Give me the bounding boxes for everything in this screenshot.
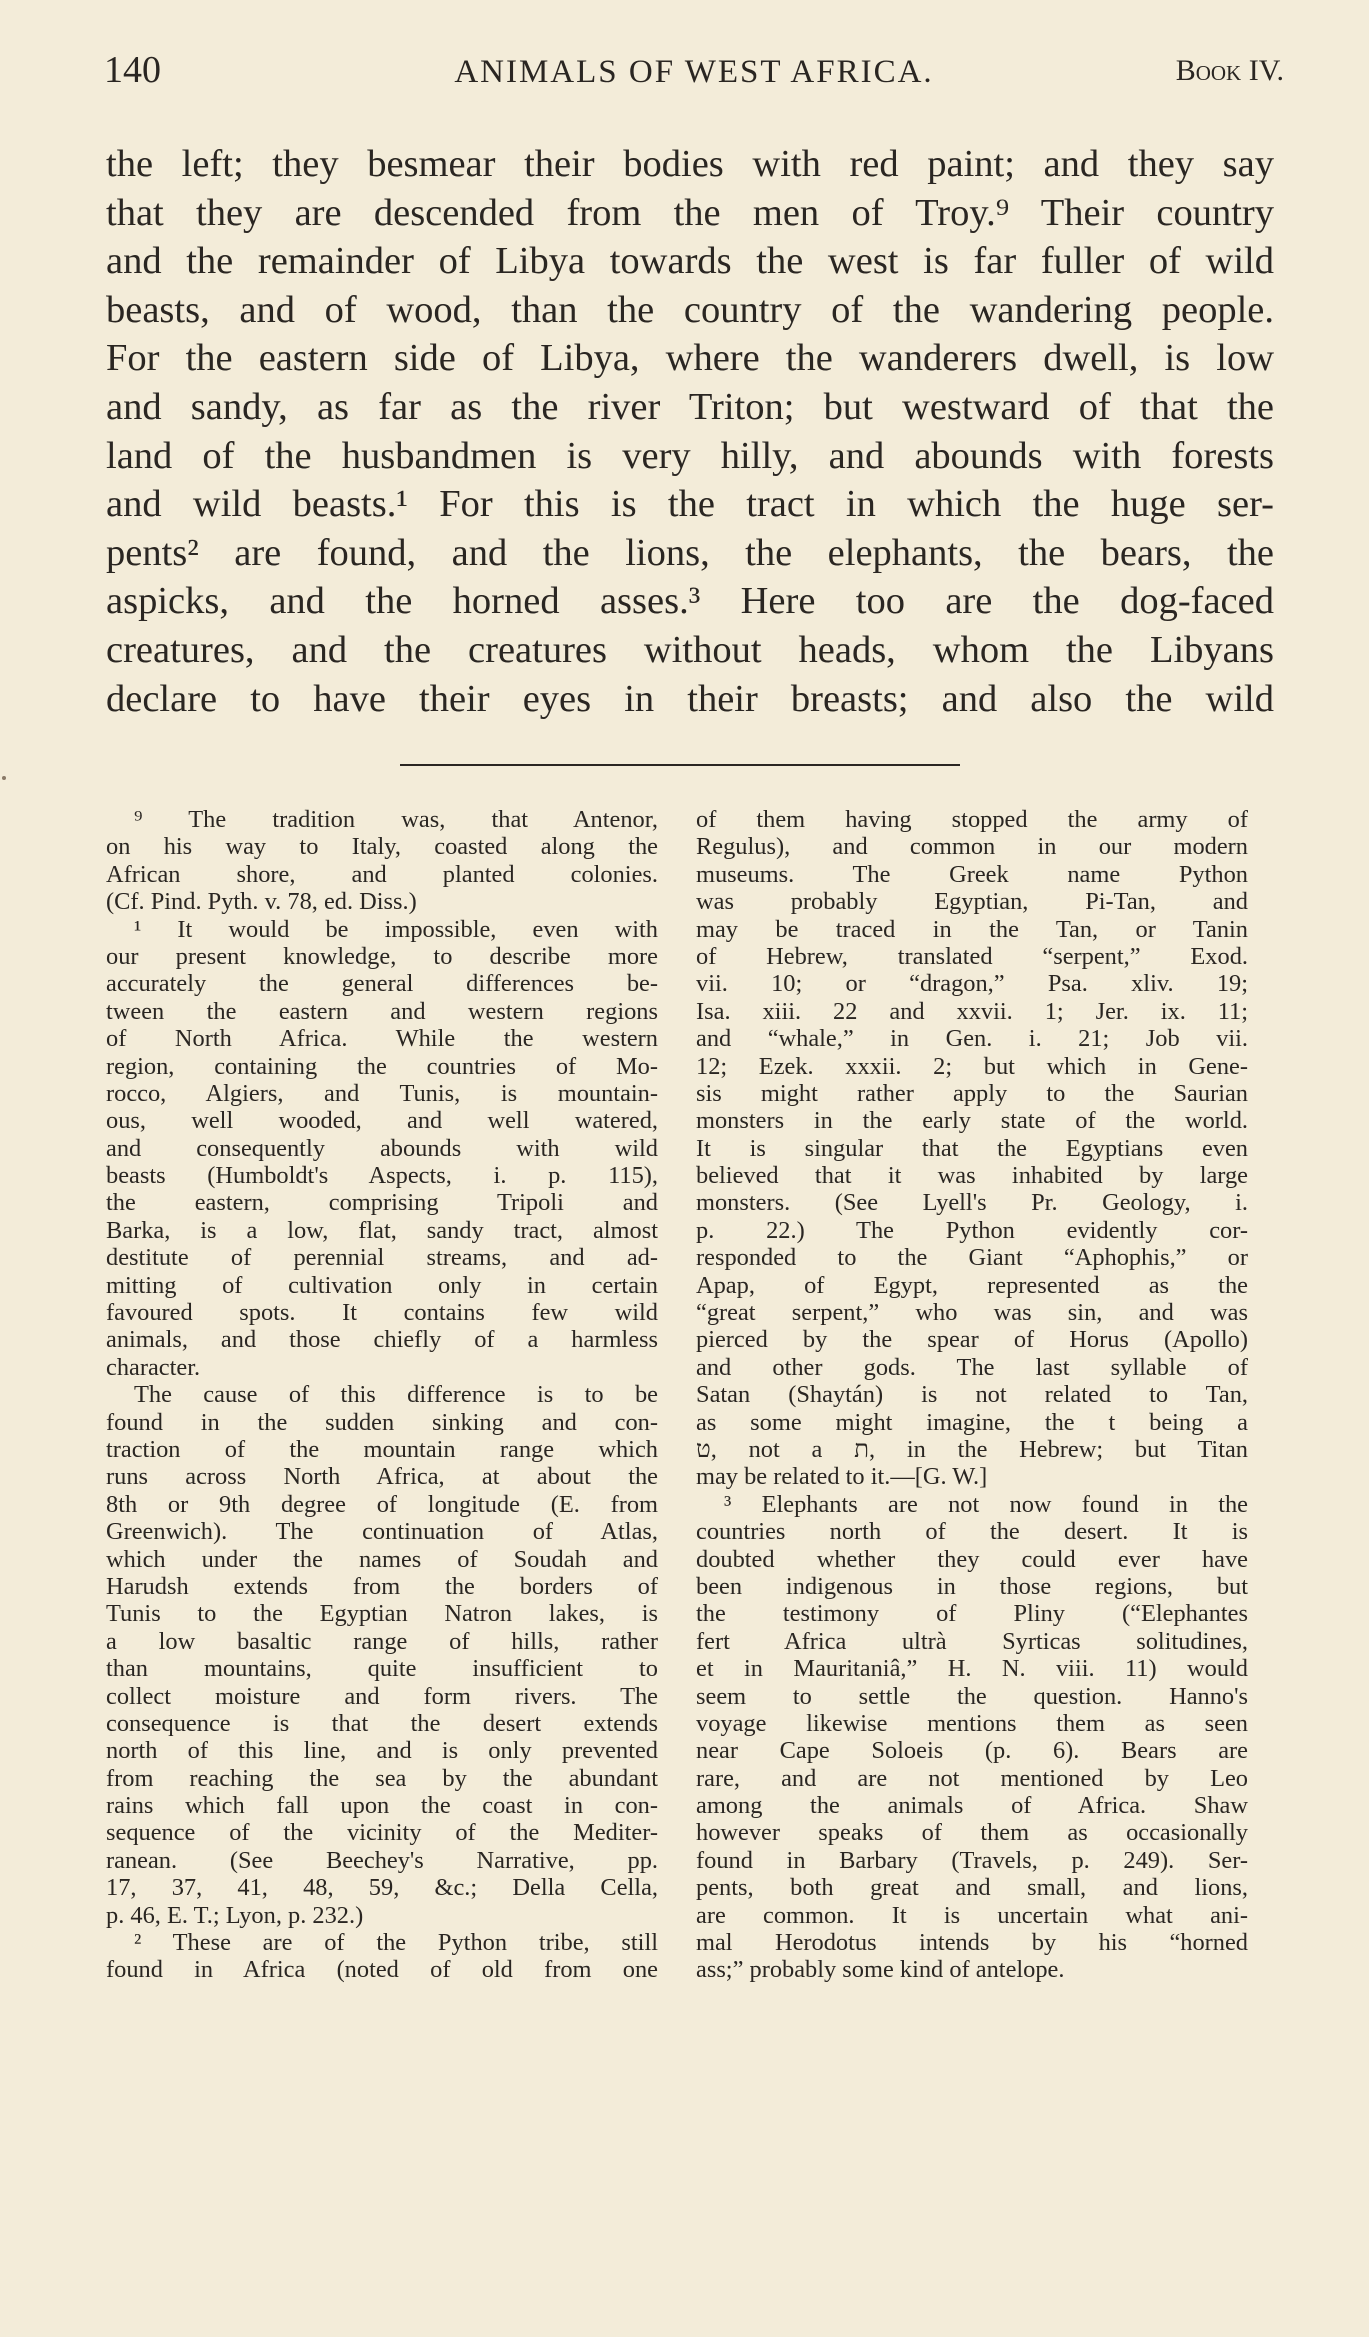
footnote-line: and consequently abounds with wild xyxy=(106,1134,658,1162)
footnote-line: museums. The Greek name Python xyxy=(696,860,1248,888)
footnote-line: voyage likewise mentions them as seen xyxy=(696,1709,1248,1737)
main-text xyxy=(106,140,1274,723)
text-line: pents² are found, and the lions, the elephants, the bears, the xyxy=(106,531,1274,574)
footnote-line: sequence of the vicinity of the Mediter- xyxy=(106,1819,658,1847)
footnote-line: found in Africa (noted of old from one xyxy=(106,1956,658,1984)
footnote-line: Isa. xiii. 22 and xxvii. 1; Jer. ix. 11; xyxy=(696,997,1248,1025)
footnote-line: of North Africa. While the western xyxy=(106,1025,658,1053)
footnote-line: been indigenous in those regions, but xyxy=(696,1572,1248,1600)
footnote-line: are common. It is uncertain what ani- xyxy=(696,1901,1248,1929)
footnotes-left-column xyxy=(106,806,658,1984)
footnote-line: as some might imagine, the t being a xyxy=(696,1408,1248,1436)
footnote-line: collect moisture and form rivers. The xyxy=(106,1682,658,1710)
footnote-rule xyxy=(400,764,960,766)
running-title: ANIMALS OF WEST AFRICA. xyxy=(454,54,934,90)
footnote-line: ³ Elephants are not now found in the xyxy=(724,1490,1248,1518)
footnote-line: pierced by the spear of Horus (Apollo) xyxy=(696,1326,1248,1354)
text-line: beasts, and of wood, than the country of the wandering people. xyxy=(106,288,1274,331)
footnote-line: consequence is that the desert extends xyxy=(106,1709,658,1737)
footnote-line: than mountains, quite insufficient to xyxy=(106,1655,658,1683)
footnote-line: accurately the general differences be- xyxy=(106,970,658,998)
text-line: aspicks, and the horned asses.³ Here too are the dog-faced xyxy=(106,580,1274,623)
margin-mark xyxy=(2,776,6,780)
footnote-line: pents, both great and small, and lions, xyxy=(696,1874,1248,1902)
footnote-line: was probably Egyptian, Pi-Tan, and xyxy=(696,888,1248,916)
footnote-line: Satan (Shaytán) is not related to Tan, xyxy=(696,1381,1248,1409)
text-line: and sandy, as far as the river Triton; but westward of that the xyxy=(106,385,1274,428)
text-line: the left; they besmear their bodies with red paint; and they say xyxy=(106,143,1274,185)
footnote-line: of Hebrew, translated “serpent,” Exod. xyxy=(696,942,1248,970)
footnote-line: et in Mauritaniâ,” H. N. viii. 11) would xyxy=(696,1655,1248,1683)
footnote-line: It is singular that the Egyptians even xyxy=(696,1134,1248,1162)
text-line: and the remainder of Libya towards the west is far fuller of wild xyxy=(106,240,1274,283)
footnote-line: found in Barbary (Travels, p. 249). Ser- xyxy=(696,1846,1248,1874)
footnote-line: which under the names of Soudah and xyxy=(106,1545,658,1573)
page-number: 140 xyxy=(104,49,161,91)
footnote-line: 8th or 9th degree of longitude (E. from xyxy=(106,1490,658,1518)
footnote-line: rare, and are not mentioned by Leo xyxy=(696,1764,1248,1792)
footnote-line: Regulus), and common in our modern xyxy=(696,833,1248,861)
footnote-line: sis might rather apply to the Saurian xyxy=(696,1079,1248,1107)
book-number: Book IV. xyxy=(1175,54,1284,87)
footnote-line: Barka, is a low, flat, sandy tract, almost xyxy=(106,1216,658,1244)
footnote-line: ¹ It would be impossible, even with xyxy=(134,915,658,943)
footnote-line: vii. 10; or “dragon,” Psa. xliv. 19; xyxy=(696,970,1248,998)
footnote-line: and “whale,” in Gen. i. 21; Job vii. xyxy=(696,1025,1248,1053)
footnote-line: p. 46, E. T.; Lyon, p. 232.) xyxy=(106,1901,364,1929)
footnote-line: mitting of cultivation only in certain xyxy=(106,1271,658,1299)
footnote-line: responded to the Giant “Aphophis,” or xyxy=(696,1244,1248,1272)
footnote-line: 17, 37, 41, 48, 59, &c.; Della Cella, xyxy=(106,1874,658,1902)
footnote-line: near Cape Soloeis (p. 6). Bears are xyxy=(696,1737,1248,1765)
footnotes-right-column xyxy=(696,806,1248,1984)
footnote-line: 12; Ezek. xxxii. 2; but which in Gene- xyxy=(696,1052,1248,1080)
text-line: land of the husbandmen is very hilly, and abounds with forests xyxy=(106,434,1274,477)
footnote-line: (Cf. Pind. Pyth. v. 78, ed. Diss.) xyxy=(106,888,417,916)
footnote-line: traction of the mountain range which xyxy=(106,1435,658,1463)
footnote-line: rains which fall upon the coast in con- xyxy=(106,1792,658,1820)
footnote-line: monsters in the early state of the world. xyxy=(696,1107,1248,1135)
footnote-line: the eastern, comprising Tripoli and xyxy=(106,1189,658,1217)
text-line: creatures, and the creatures without heads, whom the Libyans xyxy=(106,628,1274,671)
footnote-line: ranean. (See Beechey's Narrative, pp. xyxy=(106,1846,658,1874)
footnote-line: The cause of this difference is to be xyxy=(134,1381,658,1409)
footnote-line: ² These are of the Python tribe, still xyxy=(134,1929,658,1957)
footnote-line: Greenwich). The continuation of Atlas, xyxy=(106,1518,658,1546)
footnote-line: ous, well wooded, and well watered, xyxy=(106,1107,658,1135)
footnote-line: may be traced in the Tan, or Tanin xyxy=(696,915,1248,943)
footnote-line: tween the eastern and western regions xyxy=(106,997,658,1025)
footnote-line: fert Africa ultrà Syrticas solitudines, xyxy=(696,1627,1248,1655)
footnote-line: runs across North Africa, at about the xyxy=(106,1463,658,1491)
footnote-line: Apap, of Egypt, represented as the xyxy=(696,1271,1248,1299)
footnote-line: on his way to Italy, coasted along the xyxy=(106,833,658,861)
running-header xyxy=(104,48,1284,98)
footnote-line: animals, and those chiefly of a harmless xyxy=(106,1326,658,1354)
footnote-line: character. xyxy=(106,1353,201,1381)
footnote-line: Tunis to the Egyptian Natron lakes, is xyxy=(106,1600,658,1628)
footnote-line: believed that it was inhabited by large xyxy=(696,1162,1248,1190)
footnote-line: African shore, and planted colonies. xyxy=(106,860,658,888)
text-line: For the eastern side of Libya, where the wanderers dwell, is low xyxy=(106,337,1274,380)
footnote-line: ass;” probably some kind of antelope. xyxy=(696,1956,1065,1984)
footnote-line: “great serpent,” who was sin, and was xyxy=(696,1299,1248,1327)
footnote-line: doubted whether they could ever have xyxy=(696,1545,1248,1573)
footnote-line: mal Herodotus intends by his “horned xyxy=(696,1929,1248,1957)
footnote-line: ⁹ The tradition was, that Antenor, xyxy=(134,806,658,833)
footnote-line: Harudsh extends from the borders of xyxy=(106,1572,658,1600)
footnote-line: found in the sudden sinking and con- xyxy=(106,1408,658,1436)
footnote-line: may be related to it.—[G. W.] xyxy=(696,1463,988,1491)
footnote-line: seem to settle the question. Hanno's xyxy=(696,1682,1248,1710)
footnote-line: favoured spots. It contains few wild xyxy=(106,1299,658,1327)
text-line: and wild beasts.¹ For this is the tract in which the huge ser- xyxy=(106,483,1274,526)
footnote-line: the testimony of Pliny (“Elephantes xyxy=(696,1600,1248,1628)
footnote-line: p. 22.) The Python evidently cor- xyxy=(696,1216,1248,1244)
footnote-line: of them having stopped the army of xyxy=(696,806,1248,833)
footnote-line: a low basaltic range of hills, rather xyxy=(106,1627,658,1655)
footnote-line: from reaching the sea by the abundant xyxy=(106,1764,658,1792)
footnote-line: our present knowledge, to describe more xyxy=(106,942,658,970)
footnote-line: region, containing the countries of Mo- xyxy=(106,1052,658,1080)
footnote-line: however speaks of them as occasionally xyxy=(696,1819,1248,1847)
footnote-line: countries north of the desert. It is xyxy=(696,1518,1248,1546)
footnote-line: among the animals of Africa. Shaw xyxy=(696,1792,1248,1820)
footnote-line: monsters. (See Lyell's Pr. Geology, i. xyxy=(696,1189,1248,1217)
footnote-line: and other gods. The last syllable of xyxy=(696,1353,1248,1381)
footnote-line: destitute of perennial streams, and ad- xyxy=(106,1244,658,1272)
footnote-line: beasts (Humboldt's Aspects, i. p. 115), xyxy=(106,1162,658,1190)
footnote-line: rocco, Algiers, and Tunis, is mountain- xyxy=(106,1079,658,1107)
text-line: declare to have their eyes in their breasts; and also the wild xyxy=(106,677,1274,720)
footnote-line: north of this line, and is only prevented xyxy=(106,1737,658,1765)
text-line: that they are descended from the men of Troy.⁹ Their country xyxy=(106,191,1274,234)
footnote-line: ט, not a ת, in the Hebrew; but Titan xyxy=(696,1435,1249,1463)
